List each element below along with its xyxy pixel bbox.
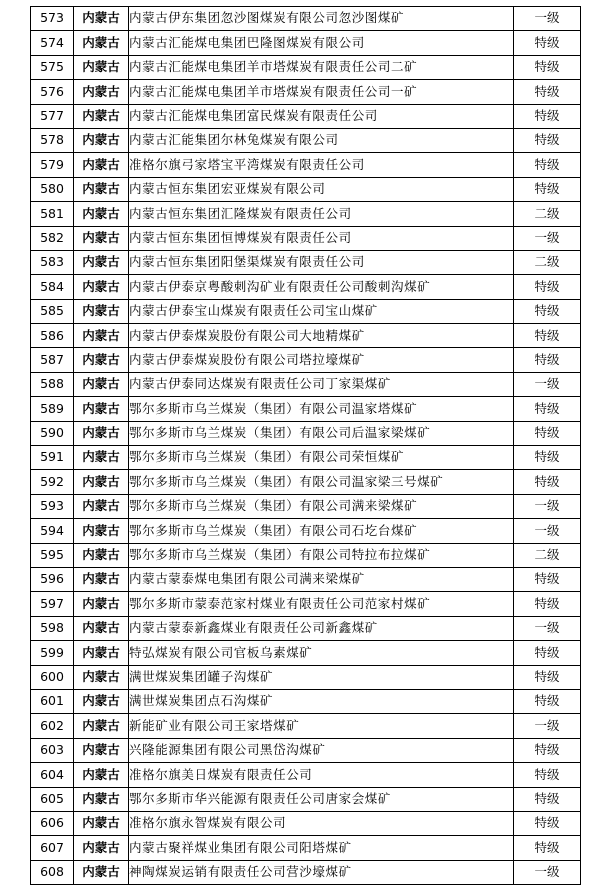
province-cell: 内蒙古	[74, 494, 129, 518]
grade-cell: 特级	[514, 31, 581, 55]
grade-cell: 一级	[514, 860, 581, 884]
grade-cell: 一级	[514, 616, 581, 640]
table-row	[31, 275, 581, 299]
grade-cell: 二级	[514, 202, 581, 226]
company-name-cell: 内蒙古伊泰煤炭股份有限公司大地精煤矿	[129, 324, 514, 348]
grade-cell: 特级	[514, 128, 581, 152]
table-row	[31, 397, 581, 421]
table-row	[31, 177, 581, 201]
company-name-cell: 鄂尔多斯市乌兰煤炭（集团）有限公司特拉布拉煤矿	[129, 543, 514, 567]
row-number-cell: 582	[31, 226, 74, 250]
row-number-cell: 594	[31, 519, 74, 543]
row-number-cell: 586	[31, 324, 74, 348]
grade-cell: 特级	[514, 641, 581, 665]
company-name-cell: 内蒙古伊泰京粤酸刺沟矿业有限责任公司酸刺沟煤矿	[129, 275, 514, 299]
company-name-cell: 兴隆能源集团有限公司黑岱沟煤矿	[129, 738, 514, 762]
table-row	[31, 494, 581, 518]
province-cell: 内蒙古	[74, 543, 129, 567]
table-row	[31, 738, 581, 762]
province-cell: 内蒙古	[74, 372, 129, 396]
table-row	[31, 153, 581, 177]
province-cell: 内蒙古	[74, 7, 129, 31]
grade-cell: 一级	[514, 226, 581, 250]
row-number-cell: 578	[31, 128, 74, 152]
province-cell: 内蒙古	[74, 519, 129, 543]
row-number-cell: 581	[31, 202, 74, 226]
province-cell: 内蒙古	[74, 860, 129, 884]
table-row	[31, 665, 581, 689]
company-name-cell: 内蒙古伊泰煤炭股份有限公司塔拉壕煤矿	[129, 348, 514, 372]
grade-cell: 特级	[514, 787, 581, 811]
province-cell: 内蒙古	[74, 250, 129, 274]
table-row	[31, 811, 581, 835]
company-name-cell: 鄂尔多斯市乌兰煤炭（集团）有限公司石圪台煤矿	[129, 519, 514, 543]
table-row	[31, 128, 581, 152]
company-name-cell: 内蒙古蒙泰新鑫煤业有限责任公司新鑫煤矿	[129, 616, 514, 640]
row-number-cell: 602	[31, 714, 74, 738]
grade-cell: 特级	[514, 177, 581, 201]
row-number-cell: 600	[31, 665, 74, 689]
row-number-cell: 596	[31, 567, 74, 591]
province-cell: 内蒙古	[74, 738, 129, 762]
company-name-cell: 准格尔旗弓家塔宝平湾煤炭有限责任公司	[129, 153, 514, 177]
row-number-cell: 591	[31, 446, 74, 470]
table-row	[31, 299, 581, 323]
company-name-cell: 鄂尔多斯市乌兰煤炭（集团）有限公司荣恒煤矿	[129, 446, 514, 470]
grade-cell: 特级	[514, 397, 581, 421]
company-name-cell: 鄂尔多斯市乌兰煤炭（集团）有限公司温家塔煤矿	[129, 397, 514, 421]
table-row	[31, 763, 581, 787]
company-name-cell: 新能矿业有限公司王家塔煤矿	[129, 714, 514, 738]
row-number-cell: 592	[31, 470, 74, 494]
grade-cell: 特级	[514, 738, 581, 762]
province-cell: 内蒙古	[74, 665, 129, 689]
company-name-cell: 内蒙古汇能煤电集团羊市塔煤炭有限责任公司一矿	[129, 80, 514, 104]
row-number-cell: 607	[31, 836, 74, 860]
row-number-cell: 574	[31, 31, 74, 55]
company-name-cell: 内蒙古汇能煤电集团富民煤炭有限责任公司	[129, 104, 514, 128]
province-cell: 内蒙古	[74, 592, 129, 616]
province-cell: 内蒙古	[74, 421, 129, 445]
company-name-cell: 内蒙古恒东集团宏亚煤炭有限公司	[129, 177, 514, 201]
row-number-cell: 583	[31, 250, 74, 274]
table-row	[31, 55, 581, 79]
company-name-cell: 内蒙古汇能煤电集团巴隆图煤炭有限公司	[129, 31, 514, 55]
table-row	[31, 80, 581, 104]
company-name-cell: 内蒙古蒙泰煤电集团有限公司满来梁煤矿	[129, 567, 514, 591]
company-name-cell: 神陶煤炭运销有限责任公司营沙壕煤矿	[129, 860, 514, 884]
row-number-cell: 598	[31, 616, 74, 640]
grade-cell: 特级	[514, 811, 581, 835]
province-cell: 内蒙古	[74, 202, 129, 226]
province-cell: 内蒙古	[74, 55, 129, 79]
province-cell: 内蒙古	[74, 714, 129, 738]
row-number-cell: 577	[31, 104, 74, 128]
company-name-cell: 特弘煤炭有限公司官板乌素煤矿	[129, 641, 514, 665]
row-number-cell: 606	[31, 811, 74, 835]
row-number-cell: 599	[31, 641, 74, 665]
table-row	[31, 470, 581, 494]
grade-cell: 一级	[514, 372, 581, 396]
table-row	[31, 348, 581, 372]
company-name-cell: 满世煤炭集团点石沟煤矿	[129, 689, 514, 713]
province-cell: 内蒙古	[74, 787, 129, 811]
company-name-cell: 准格尔旗永智煤炭有限公司	[129, 811, 514, 835]
province-cell: 内蒙古	[74, 128, 129, 152]
province-cell: 内蒙古	[74, 226, 129, 250]
table-row	[31, 250, 581, 274]
row-number-cell: 601	[31, 689, 74, 713]
province-cell: 内蒙古	[74, 641, 129, 665]
grade-cell: 特级	[514, 763, 581, 787]
grade-cell: 特级	[514, 421, 581, 445]
row-number-cell: 597	[31, 592, 74, 616]
province-cell: 内蒙古	[74, 177, 129, 201]
province-cell: 内蒙古	[74, 31, 129, 55]
company-name-cell: 内蒙古伊泰同达煤炭有限责任公司丁家渠煤矿	[129, 372, 514, 396]
company-name-cell: 鄂尔多斯市乌兰煤炭（集团）有限公司满来梁煤矿	[129, 494, 514, 518]
company-name-cell: 内蒙古聚祥煤业集团有限公司阳塔煤矿	[129, 836, 514, 860]
grade-cell: 特级	[514, 689, 581, 713]
row-number-cell: 576	[31, 80, 74, 104]
coal-mine-table	[30, 6, 581, 885]
province-cell: 内蒙古	[74, 348, 129, 372]
grade-cell: 特级	[514, 104, 581, 128]
grade-cell: 特级	[514, 567, 581, 591]
province-cell: 内蒙古	[74, 811, 129, 835]
table-row	[31, 372, 581, 396]
province-cell: 内蒙古	[74, 80, 129, 104]
grade-cell: 特级	[514, 275, 581, 299]
table-row	[31, 567, 581, 591]
row-number-cell: 584	[31, 275, 74, 299]
grade-cell: 一级	[514, 494, 581, 518]
table-row	[31, 714, 581, 738]
province-cell: 内蒙古	[74, 567, 129, 591]
company-name-cell: 鄂尔多斯市蒙泰范家村煤业有限责任公司范家村煤矿	[129, 592, 514, 616]
table-row	[31, 860, 581, 884]
province-cell: 内蒙古	[74, 275, 129, 299]
province-cell: 内蒙古	[74, 397, 129, 421]
company-name-cell: 内蒙古恒东集团汇隆煤炭有限责任公司	[129, 202, 514, 226]
company-name-cell: 内蒙古汇能集团尔林兔煤炭有限公司	[129, 128, 514, 152]
row-number-cell: 575	[31, 55, 74, 79]
company-name-cell: 内蒙古伊东集团忽沙图煤炭有限公司忽沙图煤矿	[129, 7, 514, 31]
grade-cell: 二级	[514, 250, 581, 274]
row-number-cell: 603	[31, 738, 74, 762]
table-row	[31, 226, 581, 250]
row-number-cell: 580	[31, 177, 74, 201]
company-name-cell: 鄂尔多斯市乌兰煤炭（集团）有限公司温家梁三号煤矿	[129, 470, 514, 494]
row-number-cell: 590	[31, 421, 74, 445]
table-row	[31, 519, 581, 543]
company-name-cell: 鄂尔多斯市乌兰煤炭（集团）有限公司后温家梁煤矿	[129, 421, 514, 445]
table-row	[31, 31, 581, 55]
grade-cell: 特级	[514, 153, 581, 177]
grade-cell: 特级	[514, 592, 581, 616]
table-row	[31, 202, 581, 226]
grade-cell: 一级	[514, 7, 581, 31]
company-name-cell: 准格尔旗美日煤炭有限责任公司	[129, 763, 514, 787]
company-name-cell: 鄂尔多斯市华兴能源有限责任公司唐家会煤矿	[129, 787, 514, 811]
grade-cell: 特级	[514, 299, 581, 323]
grade-cell: 特级	[514, 470, 581, 494]
table-row	[31, 543, 581, 567]
table-row	[31, 421, 581, 445]
row-number-cell: 585	[31, 299, 74, 323]
province-cell: 内蒙古	[74, 446, 129, 470]
province-cell: 内蒙古	[74, 299, 129, 323]
table-row	[31, 836, 581, 860]
company-name-cell: 内蒙古伊泰宝山煤炭有限责任公司宝山煤矿	[129, 299, 514, 323]
grade-cell: 特级	[514, 55, 581, 79]
company-name-cell: 内蒙古恒东集团阳堡渠煤炭有限责任公司	[129, 250, 514, 274]
table-row	[31, 7, 581, 31]
table-row	[31, 446, 581, 470]
table-row	[31, 324, 581, 348]
province-cell: 内蒙古	[74, 104, 129, 128]
grade-cell: 特级	[514, 348, 581, 372]
row-number-cell: 595	[31, 543, 74, 567]
table-row	[31, 787, 581, 811]
table-row	[31, 689, 581, 713]
row-number-cell: 587	[31, 348, 74, 372]
row-number-cell: 608	[31, 860, 74, 884]
grade-cell: 特级	[514, 665, 581, 689]
province-cell: 内蒙古	[74, 689, 129, 713]
row-number-cell: 605	[31, 787, 74, 811]
row-number-cell: 589	[31, 397, 74, 421]
row-number-cell: 593	[31, 494, 74, 518]
grade-cell: 一级	[514, 519, 581, 543]
province-cell: 内蒙古	[74, 153, 129, 177]
table-row	[31, 616, 581, 640]
table-row	[31, 592, 581, 616]
row-number-cell: 579	[31, 153, 74, 177]
company-name-cell: 满世煤炭集团罐子沟煤矿	[129, 665, 514, 689]
grade-cell: 特级	[514, 80, 581, 104]
grade-cell: 特级	[514, 836, 581, 860]
table-row	[31, 641, 581, 665]
grade-cell: 二级	[514, 543, 581, 567]
table-row	[31, 104, 581, 128]
province-cell: 内蒙古	[74, 763, 129, 787]
grade-cell: 特级	[514, 324, 581, 348]
company-name-cell: 内蒙古汇能煤电集团羊市塔煤炭有限责任公司二矿	[129, 55, 514, 79]
province-cell: 内蒙古	[74, 616, 129, 640]
grade-cell: 一级	[514, 714, 581, 738]
table-body	[31, 7, 581, 885]
company-name-cell: 内蒙古恒东集团恒博煤炭有限责任公司	[129, 226, 514, 250]
province-cell: 内蒙古	[74, 470, 129, 494]
row-number-cell: 588	[31, 372, 74, 396]
province-cell: 内蒙古	[74, 836, 129, 860]
row-number-cell: 604	[31, 763, 74, 787]
grade-cell: 特级	[514, 446, 581, 470]
province-cell: 内蒙古	[74, 324, 129, 348]
row-number-cell: 573	[31, 7, 74, 31]
